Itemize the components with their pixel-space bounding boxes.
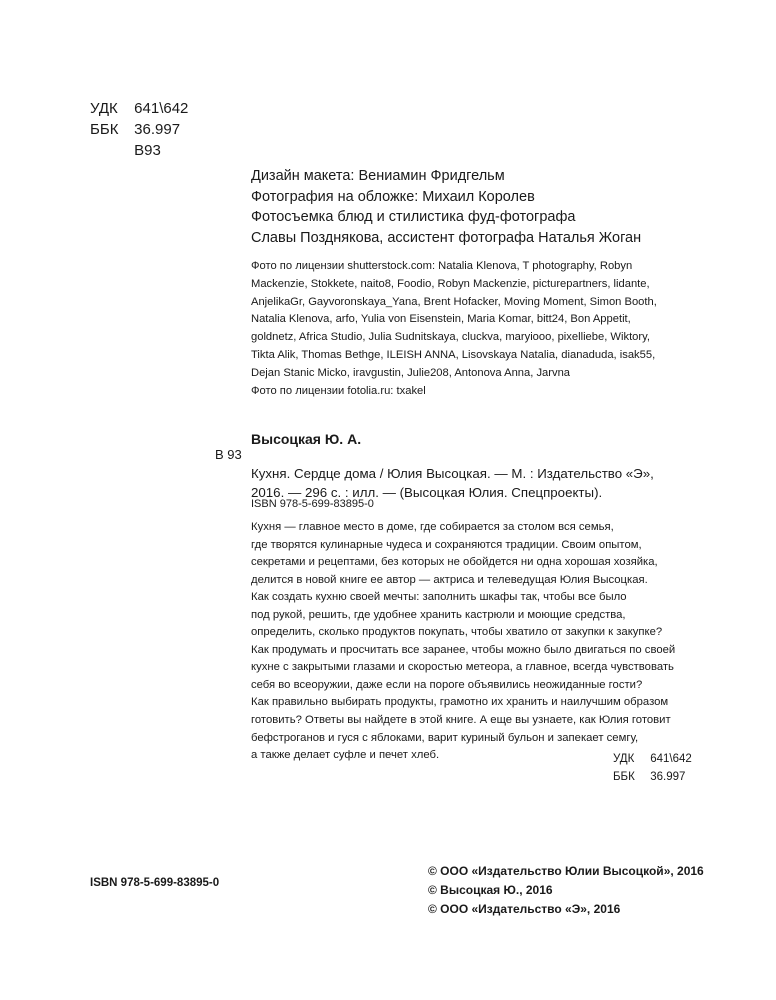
annotation-line: Как создать кухню своей мечты: заполнить шкафы так, чтобы все было — [251, 591, 627, 604]
photo-license-line: Фото по лицензии fotolia.ru: txakel — [251, 384, 426, 397]
annotation-line: Кухня — главное место в доме, где собирается за столом вся семья, — [251, 521, 614, 533]
bbk-value: 36.997 — [650, 771, 686, 783]
credit-line: Фотосъемка блюд и стилистика фуд-фотографа — [251, 209, 576, 225]
record-code: В 93 — [215, 447, 242, 462]
annotation-line: где творятся кулинарные чудеса и сохраняются традиции. Своим опытом, — [251, 538, 642, 551]
bibliographic-description — [251, 446, 681, 502]
bbk-label: ББК — [613, 771, 635, 783]
classification-top — [90, 98, 188, 161]
copyrights — [428, 862, 704, 919]
photo-license-line: Фото по лицензии shutterstock.com: Natalia Klenova, T photography, Robyn — [251, 260, 633, 272]
annotation-line: бефстроганов и гуся с яблоками, варит куриный бульон и запекает семгу, — [251, 731, 639, 744]
annotation-line: а также делает суфле и печет хлеб. — [251, 749, 440, 762]
record-isbn: ISBN 978-5-699-83895-0 — [251, 498, 374, 510]
udk-label: УДК — [90, 100, 118, 117]
isbn-bottom: ISBN 978-5-699-83895-0 — [90, 877, 220, 889]
annotation-line: себя во всеоружии, даже если на пороге объявились неожиданные гости? — [251, 678, 643, 691]
credit-line: Фотография на обложке: Михаил Королев — [251, 188, 535, 205]
annotation-line: делится в новой книге ее автор — актриса и телеведущая Юлия Высоцкая. — [251, 573, 648, 586]
bbk-row — [90, 119, 188, 140]
annotation-line: определить, сколько продуктов покупать, чтобы хватило от закупки к закупке? — [251, 626, 663, 639]
credit-line: Славы Позднякова, ассистент фотографа Наталья Жоган — [251, 229, 642, 246]
photo-license-line: AnjelikaGr, Gayvoronskaya_Yana, Brent Hofacker, Moving Moment, Simon Booth, — [251, 295, 657, 308]
annotation-line: под рукой, решить, где удобнее хранить кастрюли и моющие средства, — [251, 608, 626, 621]
bbk-label: ББК — [90, 121, 119, 138]
annotation-line: Как правильно выбирать продукты, грамотно их хранить и наилучшим образом — [251, 696, 669, 709]
bbk-value: 36.997 — [134, 121, 181, 138]
udk-value: 641\642 — [134, 100, 189, 117]
annotation-line: секретами и рецептами, без которых не обойдется ни одна хорошая хозяйка, — [251, 556, 658, 569]
udk-value: 641\642 — [650, 753, 692, 765]
copyright-line: © Высоцкая Ю., 2016 — [428, 883, 553, 897]
annotation-line: готовить? Ответы вы найдете в этой книге. А еще вы узнаете, как Юлия готовит — [251, 714, 671, 727]
udk-row — [613, 750, 692, 768]
classification-bottom — [613, 750, 692, 786]
photo-license-line: goldnetz, Africa Studio, Julia Sudnitskaya, cluckva, maryiooo, pixelliebe, Wiktory, — [251, 331, 650, 344]
author-code-row — [90, 140, 188, 161]
credit-line: Дизайн макета: Вениамин Фридгельм — [251, 168, 505, 184]
annotation-line: кухне с закрытыми глазами и скоростью метеора, а главное, всегда чувствовать — [251, 661, 674, 674]
udk-label: УДК — [613, 753, 635, 765]
photo-license-line: Tikta Alik, Thomas Bethge, ILEISH ANNA, Lisovskaya Natalia, dianaduda, isak55, — [251, 348, 656, 361]
bbk-row — [613, 768, 692, 786]
book-annotation — [251, 519, 691, 765]
photo-license-line: Mackenzie, Stokkete, naito8, Foodio, Robyn Mackenzie, picturepartners, lidante, — [251, 277, 650, 290]
copyright-line: © ООО «Издательство «Э», 2016 — [428, 902, 621, 916]
udk-row — [90, 98, 188, 119]
bib-line: Кухня. Сердце дома / Юлия Высоцкая. — М. : Издательство «Э», — [251, 466, 654, 481]
bib-line: 2016. — 296 с. : илл. — (Высоцкая Юлия. Спецпроекты). — [251, 485, 603, 500]
record-author: Высоцкая Ю. А. — [251, 431, 362, 447]
author-code: В93 — [134, 142, 161, 159]
credits — [251, 166, 641, 248]
photo-license-line: Natalia Klenova, arfo, Yulia von Eisenstein, Maria Komar, bitt24, Bon Appetit, — [251, 313, 631, 326]
annotation-line: Как продумать и просчитать все заранее, чтобы можно было двигаться по своей — [251, 643, 676, 656]
photo-license-line: Dejan Stanic Micko, iravgustin, Julie208, Antonova Anna, Jarvna — [251, 366, 571, 379]
photo-license — [251, 258, 671, 400]
copyright-line: © ООО «Издательство Юлии Высоцкой», 2016 — [428, 864, 704, 878]
